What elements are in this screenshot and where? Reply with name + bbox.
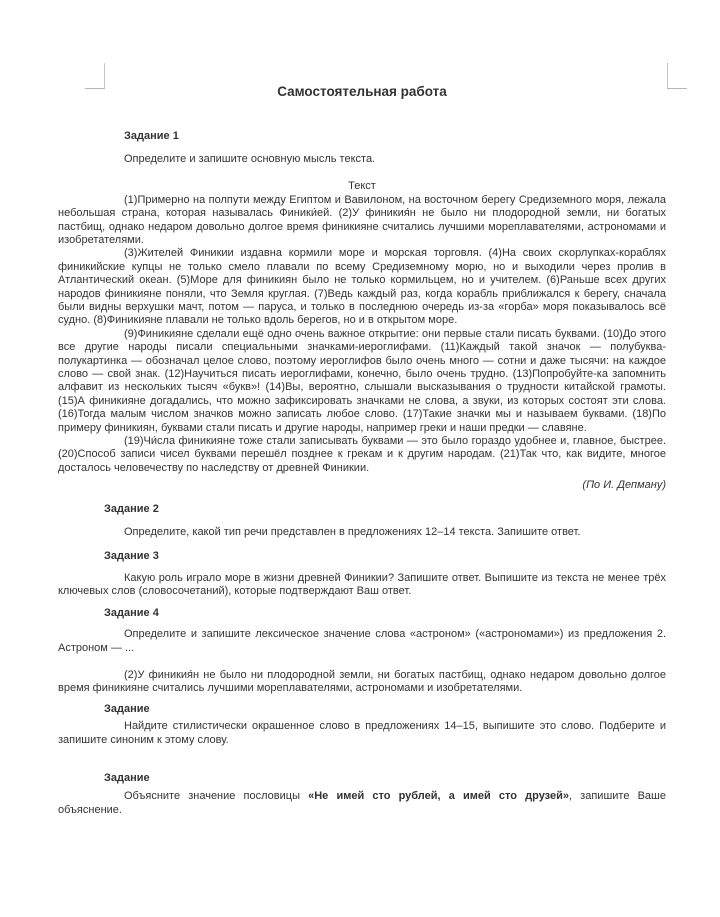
task6-heading: Задание — [104, 771, 150, 784]
text-paragraph-1: (1)Примерно на полпути между Египтом и Вавилоном, на восточном берегу Средиземного моря, лежала небольшая страна, которая называлась Финики́ей. (2)У финикия́н не было ни плодородной земли, ни богатых пастбищ, однако недаром довольно долгое время финикияне считались лучшими мореплавателями, астрономами и изобретателями. — [58, 193, 666, 246]
task6-proverb: «Не имей сто рублей, а имей сто друзей» — [308, 790, 569, 803]
task6-instruction-prefix: Объясните значение пословицы — [124, 790, 309, 803]
text-boundary-mark-top-left — [85, 63, 105, 89]
task3-heading: Задание 3 — [104, 550, 159, 563]
task4-instruction: Определите и запишите лексическое значение слова «астроном» («астрономами») из предложения 2. Астроном — ... — [58, 628, 666, 654]
page-title: Самостоятельная работа — [277, 84, 447, 99]
task5-instruction: Найдите стилистически окрашенное слово в предложениях 14–15, выпишите это слово. Подберите и запишите синоним к этому слову. — [58, 720, 666, 746]
text-attribution: (По И. Депману) — [582, 479, 666, 492]
task1-instruction: Определите и запишите основную мысль текста. — [124, 153, 376, 166]
text-paragraph-4: (19)Чи́сла финикияне тоже стали записывать буквами — это было гораздо удобнее и, главное, быстрее. (20)Способ записи чисел буквами перешёл позднее к грекам и к другим народам. (21)Так что, как видите, многое досталось человечеству по наследству от древней Финикии. — [58, 435, 666, 474]
task4-text-excerpt: (2)У финикия́н не было ни плодородной земли, ни богатых пастбищ, однако недаром довольно долгое время финикияне считались лучшими мореплавателями, астрономами и изобретателями. — [58, 668, 666, 695]
text-heading: Текст — [348, 180, 376, 193]
task3-instruction: Какую роль играло море в жизни древней Финикии? Запишите ответ. Выпишите из текста не менее трёх ключевых слов (словосочетаний), которые подтверждают Ваш ответ. — [58, 571, 666, 598]
text-paragraph-3: (9)Финикияне сделали ещё одно очень важное открытие: они первые стали писать буквами. (10)До этого все другие народы писали специальными значками-иероглифами. (11)Каждый такой значок — полубуква-полукартинка — обозначал целое слово, поэтому иероглифов было очень много — сотни и даже тысячи: на каждое слово — свой знак. (12)Научиться писать иероглифами, конечно, было очень трудно. (13)Попробуйте-ка запомнить алфавит из нескольких тысяч «букв»! (14)Вы, вероятно, слышали высказывания о трудности китайской грамоты. (15)А финикияне догадались, что можно зафиксировать значками не слова, а звуки, из которых состоят эти слова. (16)Тогда малым числом значков можно записать любое слово. (17)Такие значки мы и называем буквами. (18)По примеру финикиян, буквами стали писать и другие народы, например греки и наши предки — славяне. — [58, 327, 666, 434]
task6-instruction-suffix: , запишите Ваше объяснение. — [58, 790, 666, 816]
task2-heading: Задание 2 — [104, 502, 159, 515]
task4-heading: Задание 4 — [104, 606, 159, 619]
task2-instruction: Определите, какой тип речи представлен в предложениях 12–14 текста. Запишите ответ. — [124, 526, 581, 539]
task5-heading: Задание — [104, 702, 150, 715]
task6-instruction — [58, 790, 666, 817]
task1-heading: Задание 1 — [124, 130, 179, 142]
text-paragraph-2: (3)Жителей Финикии издавна кормили море и морская торговля. (4)На своих скорлупках-кораблях финикийские купцы не только смело плавали по всему Средиземному морю, но и выходили через пролив в Атлантический океан. (5)Море для финикиян было не только кормильцем, но и учителем. (6)Раньше всех других народов финикияне поняли, что Земля круглая. (7)Ведь каждый раз, когда корабль приближался к берегу, сначала были видны верхушки мачт, потом — паруса, и только в последнюю очередь из-за «горба» моря показывалось всё судно. (8)Финикияне плавали не только вдоль берегов, но и в открытом море. — [58, 247, 666, 327]
text-boundary-mark-top-right — [667, 63, 687, 89]
